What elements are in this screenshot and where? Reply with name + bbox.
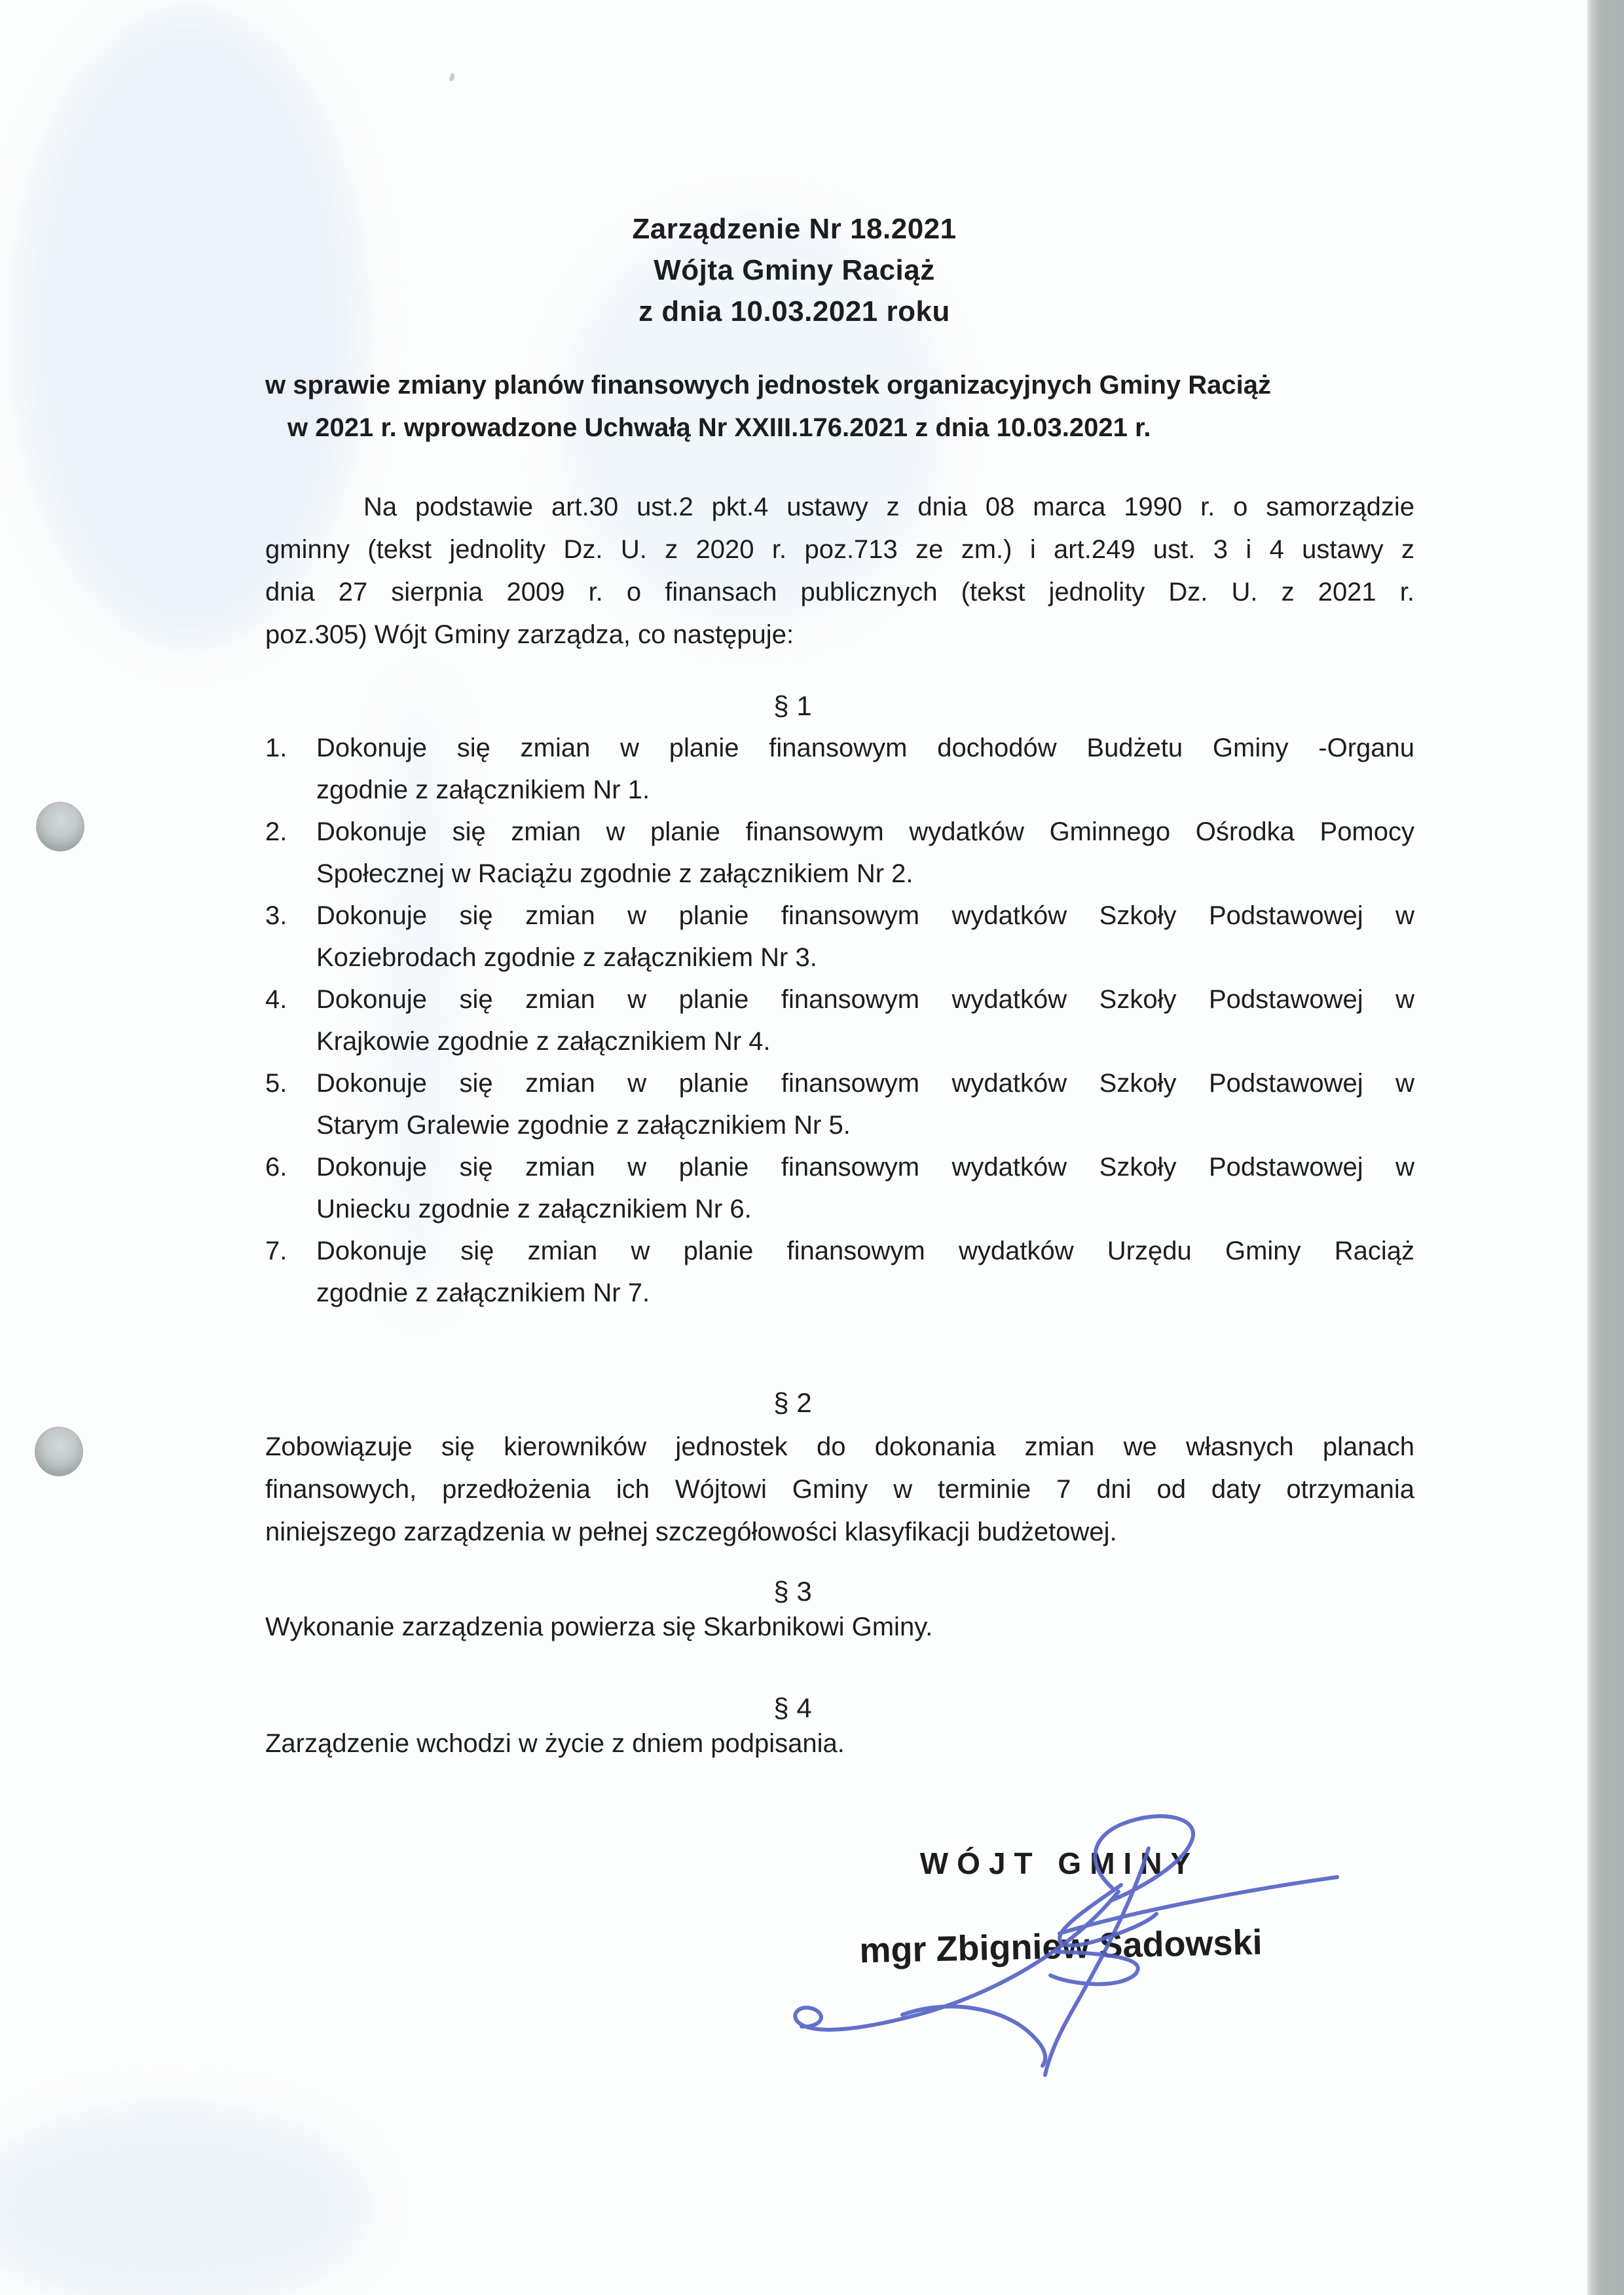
section-line: Zobowiązuje się kierowników jednostek do dokonania zmian we własnych planach xyxy=(265,1432,1414,1461)
item-number: 6. xyxy=(265,1153,287,1182)
list-item xyxy=(265,895,1414,979)
item-number: 7. xyxy=(265,1237,287,1265)
title-line: Zarządzenie Nr 18.2021 xyxy=(632,213,957,245)
list-item xyxy=(265,1146,1414,1230)
subject-line: w sprawie zmiany planów finansowych jednostek organizacyjnych Gminy Raciąż xyxy=(265,371,1271,400)
section-mark-1: § 1 xyxy=(773,690,812,721)
document-title xyxy=(0,208,1589,332)
list-item xyxy=(265,1230,1414,1314)
title-line: Wójta Gminy Raciąż xyxy=(654,254,935,286)
item-line: Dokonuje się zmian w planie finansowym wydatków Szkoły Podstawowej w xyxy=(316,985,1414,1014)
section-line: niniejszego zarządzenia w pełnej szczegółowości klasyfikacji budżetowej. xyxy=(265,1518,1117,1546)
item-number: 3. xyxy=(265,901,287,930)
scanner-edge-band xyxy=(1587,0,1624,2295)
preamble-line: gminny (tekst jednolity Dz. U. z 2020 r. poz.713 ze zm.) i art.249 ust. 3 i 4 ustawy z xyxy=(265,535,1414,564)
list-item xyxy=(265,727,1414,811)
section-mark-3: § 3 xyxy=(773,1576,812,1607)
scan-noise-patch xyxy=(0,2109,367,2295)
list-item xyxy=(265,1062,1414,1146)
section-mark-4: § 4 xyxy=(773,1692,812,1723)
section-mark-2: § 2 xyxy=(773,1387,812,1418)
section-4-text xyxy=(265,1723,1414,1765)
item-line: Społecznej w Raciążu zgodnie z załącznikiem Nr 2. xyxy=(316,859,913,888)
item-line: Uniecku zgodnie z załącznikiem Nr 6. xyxy=(316,1195,752,1223)
item-line: Koziebrodach zgodnie z załącznikiem Nr 3. xyxy=(316,943,817,972)
section-2-text xyxy=(265,1426,1414,1554)
preamble-line: Na podstawie art.30 ust.2 pkt.4 ustawy z dnia 08 marca 1990 r. o samorządzie xyxy=(363,493,1414,521)
item-line: Dokonuje się zmian w planie finansowym dochodów Budżetu Gminy -Organu xyxy=(316,734,1414,762)
signature-role-title: WÓJT GMINY xyxy=(919,1846,1200,1880)
subject-line: w 2021 r. wprowadzone Uchwałą Nr XXIII.176.2021 z dnia 10.03.2021 r. xyxy=(287,413,1151,442)
item-line: Dokonuje się zmian w planie finansowym wydatków Szkoły Podstawowej w xyxy=(316,1069,1414,1098)
section-3-text xyxy=(265,1606,1414,1649)
signature-printed-name: mgr Zbigniew Sadowski xyxy=(858,1922,1263,1971)
item-line: Dokonuje się zmian w planie finansowym wydatków Szkoły Podstawowej w xyxy=(316,901,1414,930)
section-1-list xyxy=(265,727,1414,1314)
section-line: Zarządzenie wchodzi w życie z dniem podpisania. xyxy=(265,1729,845,1758)
item-line: Dokonuje się zmian w planie finansowym wydatków Urzędu Gminy Raciąż xyxy=(316,1237,1414,1265)
item-line: Krajkowie zgodnie z załącznikiem Nr 4. xyxy=(316,1027,771,1056)
item-line: Dokonuje się zmian w planie finansowym wydatków Gminnego Ośrodka Pomocy xyxy=(316,817,1414,846)
item-number: 4. xyxy=(265,985,287,1014)
item-number: 5. xyxy=(265,1069,287,1098)
hole-punch-mark xyxy=(35,1427,83,1476)
preamble-line: poz.305) Wójt Gminy zarządza, co następuje: xyxy=(265,620,794,649)
legal-preamble xyxy=(265,486,1414,656)
hole-punch-mark xyxy=(36,802,84,851)
item-line: zgodnie z załącznikiem Nr 1. xyxy=(316,775,650,804)
list-item xyxy=(265,979,1414,1062)
item-line: Dokonuje się zmian w planie finansowym wydatków Szkoły Podstawowej w xyxy=(316,1153,1414,1182)
preamble-line: dnia 27 sierpnia 2009 r. o finansach publicznych (tekst jednolity Dz. U. z 2021 r. xyxy=(265,578,1414,606)
title-line: z dnia 10.03.2021 roku xyxy=(638,295,950,327)
item-line: zgodnie z załącznikiem Nr 7. xyxy=(316,1278,650,1307)
item-number: 2. xyxy=(265,817,287,846)
item-number: 1. xyxy=(265,734,287,762)
scan-speck xyxy=(449,73,455,82)
item-line: Starym Gralewie zgodnie z załącznikiem Nr 5. xyxy=(316,1111,851,1140)
list-item xyxy=(265,811,1414,895)
section-line: finansowych, przedłożenia ich Wójtowi Gminy w terminie 7 dni od daty otrzymania xyxy=(265,1475,1414,1504)
document-subject xyxy=(265,364,1418,449)
section-line: Wykonanie zarządzenia powierza się Skarbnikowi Gminy. xyxy=(265,1613,933,1641)
handwritten-signature xyxy=(753,1795,1356,2102)
